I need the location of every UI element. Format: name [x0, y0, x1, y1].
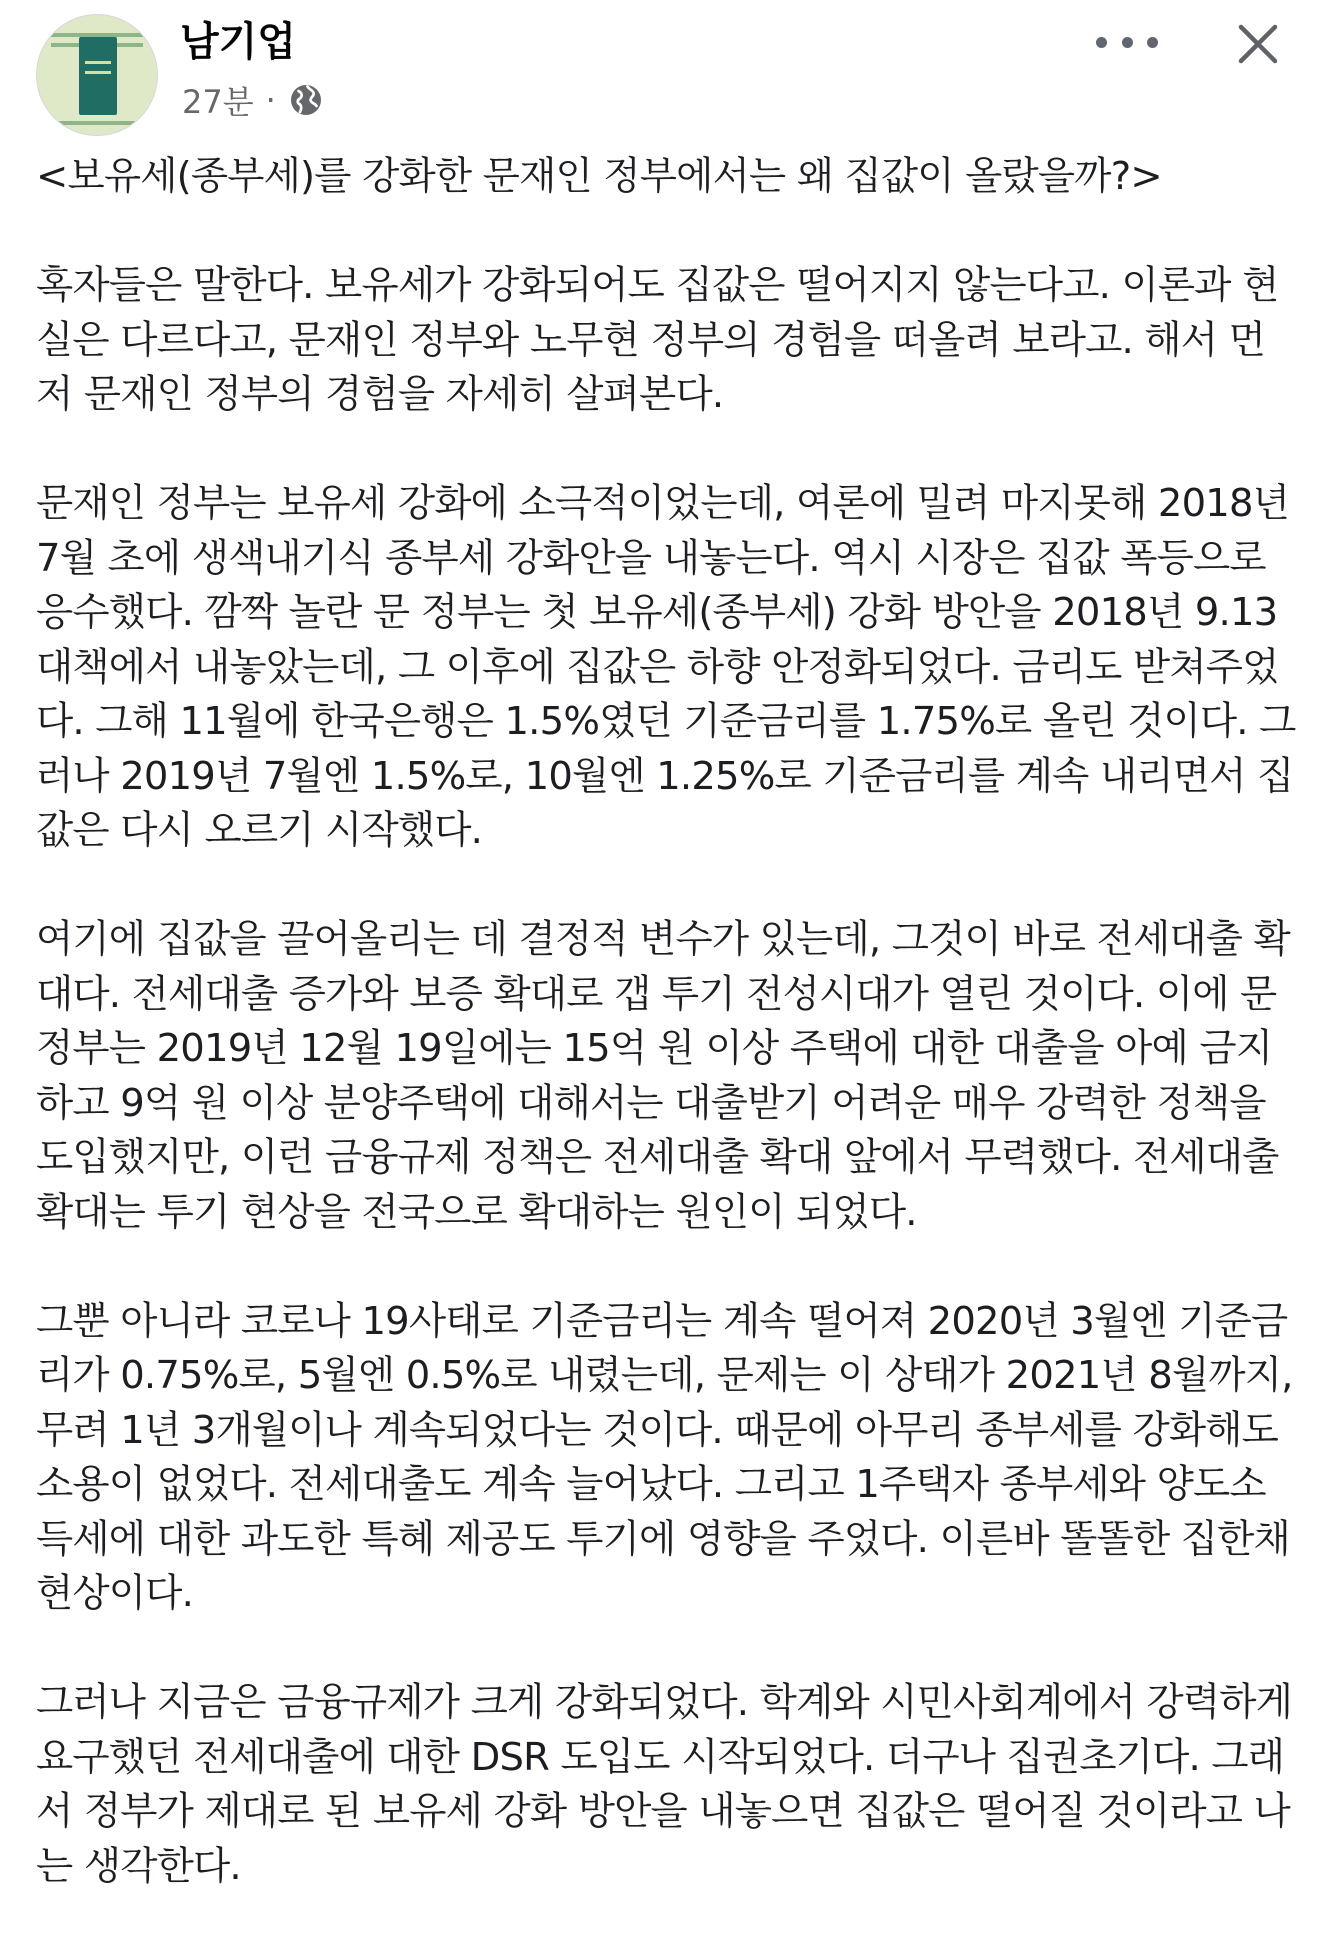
more-options-icon[interactable]	[1096, 22, 1158, 62]
post-body	[36, 150, 1296, 1894]
author-avatar[interactable]	[36, 14, 158, 136]
post-header	[0, 0, 1320, 140]
meta-separator: ·	[265, 81, 276, 119]
more-dot	[1096, 37, 1107, 48]
paragraph-gap	[36, 1622, 1296, 1677]
paragraph-gap	[36, 423, 1296, 478]
cover-title-line	[85, 71, 111, 74]
paragraph-gap	[36, 859, 1296, 914]
close-icon[interactable]	[1234, 20, 1282, 68]
post-meta	[182, 78, 324, 122]
more-dot	[1147, 37, 1158, 48]
post-paragraph: 혹자들은 말한다. 보유세가 강화되어도 집값은 떨어지지 않는다고. 이론과 현실은 다르다고, 문재인 정부와 노무현 정부의 경험을 떠올려 보라고. 해서 먼저 문재인 정부의 경험을 자세히 살펴본다.	[36, 263, 1279, 417]
book-cover-icon	[79, 37, 117, 115]
post-paragraph: 문재인 정부는 보유세 강화에 소극적이었는데, 여론에 밀려 마지못해 2018년 7월 초에 생색내기식 종부세 강화안을 내놓는다. 역시 시장은 집값 폭등으로 응수했다. 깜짝 놀란 문 정부는 첫 보유세(종부세) 강화 방안을 2018년 9.13대책에서 내놓았는데, 그 이후에 집값은 하향 안정화되었다. 금리도 받쳐주었다. 그해 11월에 한국은행은 1.5%였던 기준금리를 1.75%로 올린 것이다. 그러나 2019년 7월엔 1.5%로, 10월엔 1.25%로 기준금리를 계속 내리면서 집값은 다시 오르기 시작했다.	[36, 481, 1296, 853]
author-name[interactable]: 남기업	[180, 19, 296, 65]
cover-title-line	[85, 61, 111, 64]
post-time[interactable]: 27분	[182, 83, 254, 121]
paragraph-gap	[36, 1240, 1296, 1295]
paragraph-gap	[36, 205, 1296, 260]
post-paragraph: 그뿐 아니라 코로나 19사태로 기준금리는 계속 떨어져 2020년 3월엔 기준금리가 0.75%로, 5월엔 0.5%로 내렸는데, 문제는 이 상태가 2021년 8월까지, 무려 1년 3개월이나 계속되었다는 것이다. 때문에 아무리 종부세를 강화해도 소용이 없었다. 전세대출도 계속 늘어났다. 그리고 1주택자 종부세와 양도소득세에 대한 과도한 특혜 제공도 투기에 영향을 주었다. 이른바 똘똘한 집한채 현상이다.	[36, 1298, 1293, 1616]
post-paragraph: 여기에 집값을 끌어올리는 데 결정적 변수가 있는데, 그것이 바로 전세대출 확대다. 전세대출 증가와 보증 확대로 갭 투기 전성시대가 열린 것이다. 이에 문 정부는 2019년 12월 19일에는 15억 원 이상 주택에 대한 대출을 아예 금지하고 9억 원 이상 분양주택에 대해서는 대출받기 어려운 매우 강력한 정책을 도입했지만, 이런 금융규제 정책은 전세대출 확대 앞에서 무력했다. 전세대출 확대는 투기 현상을 전국으로 확대하는 원인이 되었다.	[36, 917, 1290, 1235]
post-paragraph: 그러나 지금은 금융규제가 크게 강화되었다. 학계와 시민사회계에서 강력하게 요구했던 전세대출에 대한 DSR 도입도 시작되었다. 더구나 집권초기다. 그래서 정부가 제대로 된 보유세 강화 방안을 내놓으면 집값은 떨어질 것이라고 나는 생각한다.	[36, 1680, 1293, 1889]
globe-icon[interactable]	[288, 82, 324, 118]
post-title: <보유세(종부세)를 강화한 문재인 정부에서는 왜 집값이 올랐을까?>	[36, 154, 1162, 199]
avatar-text-line	[51, 121, 143, 125]
more-dot	[1122, 37, 1133, 48]
